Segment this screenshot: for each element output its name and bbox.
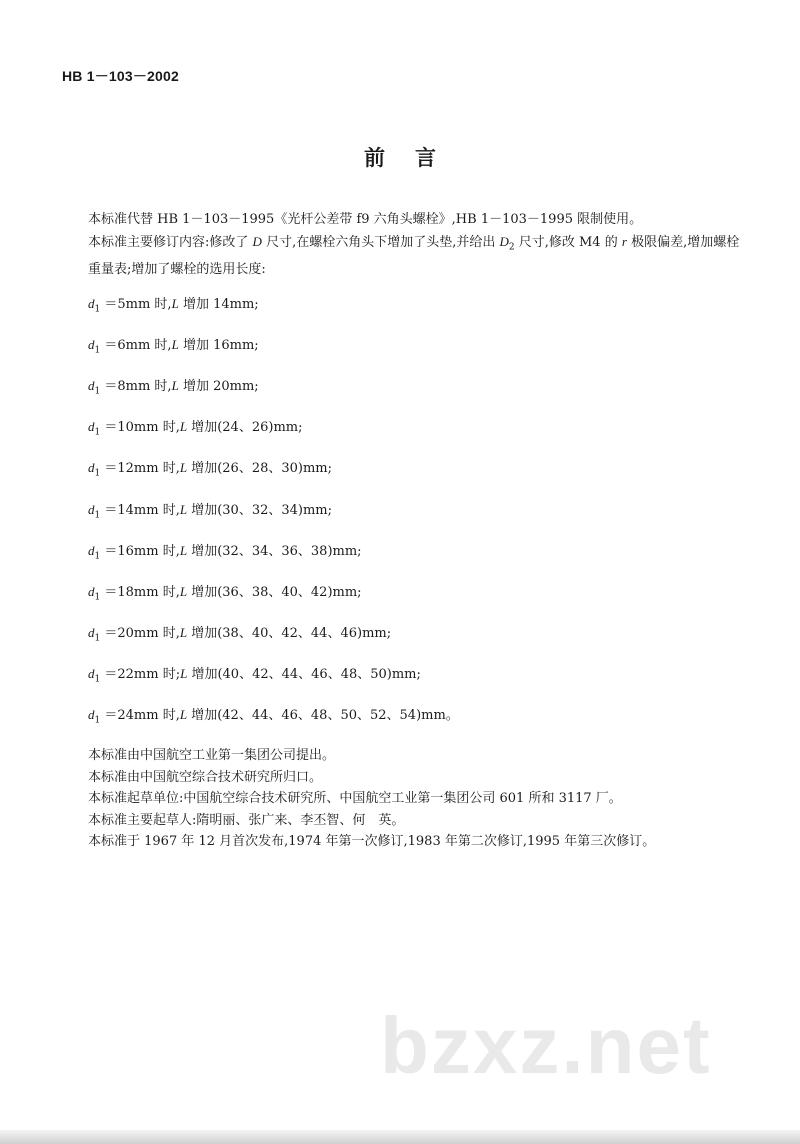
L-text: 增加(24、26)mm; <box>187 420 303 436</box>
L-text: 增加 14mm; <box>178 297 259 313</box>
L-symbol: L <box>179 542 188 558</box>
d-sub: 1 <box>94 715 101 726</box>
length-list <box>62 293 742 732</box>
preface-body <box>62 209 742 853</box>
paragraph-drafting-units: 本标准起草单位:中国航空综合技术研究所、中国航空工业第一集团公司 601 所和 3117 厂。 <box>88 791 622 807</box>
list-item <box>62 334 742 362</box>
d-text: ＝8mm 时, <box>104 379 172 395</box>
d-sub: 1 <box>94 592 101 603</box>
L-text: 增加(42、44、46、48、50、52、54)mm。 <box>187 708 459 724</box>
list-item <box>62 499 742 527</box>
d-text: ＝5mm 时, <box>104 297 172 313</box>
d-symbol: d <box>88 542 95 558</box>
L-symbol: L <box>179 624 188 640</box>
d-symbol: d <box>88 501 95 517</box>
list-item <box>62 540 742 568</box>
d-sub: 1 <box>94 551 101 562</box>
d-sub: 1 <box>94 427 101 438</box>
d-text: ＝22mm 时; <box>104 666 181 682</box>
d-sub: 1 <box>94 674 101 685</box>
L-symbol: L <box>179 707 188 723</box>
paragraph-replaces: 本标准代替 HB 1－103－1995《光杆公差带 f9 六角头螺栓》,HB 1－103－1995 限制使用。 <box>88 212 643 227</box>
d-text: ＝18mm 时, <box>104 584 180 600</box>
list-item <box>62 457 742 485</box>
d-text: ＝24mm 时, <box>104 708 180 724</box>
symbol-D2-sub: 2 <box>508 242 515 253</box>
L-text: 增加(36、38、40、42)mm; <box>187 584 362 600</box>
d-sub: 1 <box>94 633 101 644</box>
d-symbol: d <box>88 707 95 723</box>
L-symbol: L <box>179 419 188 435</box>
d-symbol: d <box>88 460 95 476</box>
L-text: 增加(32、34、36、38)mm; <box>187 543 362 559</box>
d-text: ＝6mm 时, <box>104 338 172 354</box>
list-item <box>62 581 742 609</box>
paragraph-history: 本标准于 1967 年 12 月首次发布,1974 年第一次修订,1983 年第二次修订,1995 年第三次修订。 <box>88 834 656 850</box>
d-symbol: d <box>88 624 95 640</box>
list-item <box>62 704 742 732</box>
L-symbol: L <box>171 337 179 353</box>
d-symbol: d <box>88 378 95 394</box>
title-char-2: 言 <box>415 146 436 170</box>
list-item <box>62 375 742 403</box>
L-symbol: L <box>179 460 188 476</box>
d-sub: 1 <box>94 345 101 356</box>
L-text: 增加(30、32、34)mm; <box>187 502 333 518</box>
L-text: 增加(40、42、44、46、48、50)mm; <box>187 666 421 682</box>
revisions-text-a: 本标准主要修订内容:修改了 <box>88 234 249 250</box>
L-symbol: L <box>171 296 179 312</box>
d-symbol: d <box>88 337 95 353</box>
paragraph-centralized: 本标准由中国航空综合技术研究所归口。 <box>88 769 323 785</box>
page-title <box>0 142 800 172</box>
revisions-text-b: 尺寸,在螺栓六角头下增加了头垫,并给出 <box>266 234 496 250</box>
list-item <box>62 293 742 321</box>
d-symbol: d <box>88 583 95 599</box>
paragraph-revisions <box>62 231 742 281</box>
d-sub: 1 <box>94 469 101 480</box>
L-text: 增加(26、28、30)mm; <box>187 461 333 477</box>
L-symbol: L <box>171 378 179 394</box>
symbol-D2: D <box>499 233 509 249</box>
d-sub: 1 <box>94 510 101 521</box>
list-item <box>62 663 742 691</box>
d-symbol: d <box>88 419 95 435</box>
paragraph-proposer: 本标准由中国航空工业第一集团公司提出。 <box>88 748 336 764</box>
d-text: ＝14mm 时, <box>104 502 180 518</box>
L-symbol: L <box>179 501 188 517</box>
d-text: ＝10mm 时, <box>104 420 180 436</box>
revisions-text-d: 极限偏差,增加螺栓重量表;增加了螺栓的选用长度: <box>88 234 740 277</box>
L-symbol: L <box>180 665 188 681</box>
list-item <box>62 416 742 444</box>
L-symbol: L <box>179 583 188 599</box>
symbol-D: D <box>252 233 262 249</box>
list-item <box>62 622 742 650</box>
d-symbol: d <box>88 665 95 681</box>
title-char-1: 前 <box>364 146 385 170</box>
d-text: ＝20mm 时, <box>104 625 180 641</box>
d-symbol: d <box>88 296 95 312</box>
d-sub: 1 <box>94 304 101 315</box>
symbol-r: r <box>621 233 627 249</box>
d-sub: 1 <box>94 386 101 397</box>
L-text: 增加(38、40、42、44、46)mm; <box>187 625 392 641</box>
standard-code: HB 1－103－2002 <box>62 68 179 84</box>
paragraph-drafters: 本标准主要起草人:隋明丽、张广来、李丕智、何 英。 <box>88 812 405 828</box>
site-watermark: bzxz.net <box>380 1001 712 1090</box>
L-text: 增加 20mm; <box>178 379 259 395</box>
revisions-text-c: 尺寸,修改 M4 的 <box>518 234 618 250</box>
d-text: ＝12mm 时, <box>104 461 180 477</box>
d-text: ＝16mm 时, <box>104 543 180 559</box>
bottom-edge <box>0 1130 800 1144</box>
L-text: 增加 16mm; <box>178 338 259 354</box>
